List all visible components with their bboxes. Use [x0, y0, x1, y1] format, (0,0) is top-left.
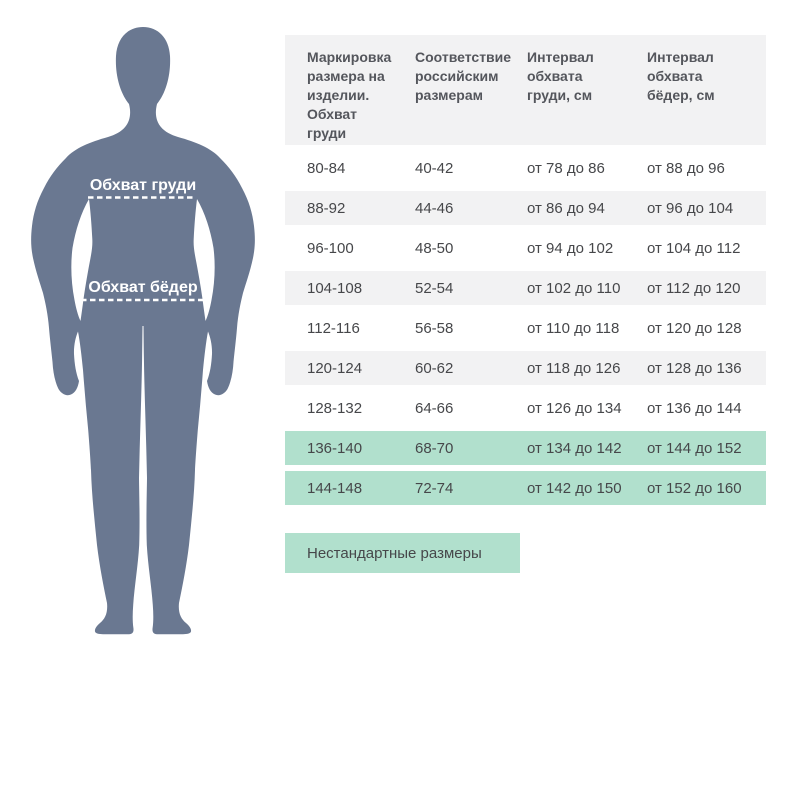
cell-hips: от 96 до 104: [647, 199, 734, 217]
cell-chest: от 118 до 126: [527, 359, 621, 377]
cell-hips: от 144 до 152: [647, 439, 742, 457]
table-row: [285, 151, 766, 185]
cell-hips: от 104 до 112: [647, 239, 741, 257]
cell-russian: 48-50: [415, 239, 454, 257]
cell-marking: 120-124: [307, 359, 363, 377]
cell-russian: 44-46: [415, 199, 454, 217]
cell-chest: от 78 до 86: [527, 159, 605, 177]
table-row: [285, 391, 766, 425]
cell-chest: от 134 до 142: [527, 439, 622, 457]
cell-marking: 88-92: [307, 199, 346, 217]
cell-chest: от 142 до 150: [527, 479, 622, 497]
nonstandard-sizes-legend: Нестандартные размеры: [285, 533, 520, 573]
column-header-chest-interval: Интервал обхвата груди, см: [527, 49, 594, 103]
table-row: [285, 191, 766, 225]
hips-label: Обхват бёдер: [88, 279, 198, 296]
cell-marking: 104-108: [307, 279, 363, 297]
table-row-nonstandard: [285, 431, 766, 465]
column-header-hips-interval: Интервал обхвата бёдер, см: [647, 49, 715, 103]
column-header-marking: Маркировка размера на изделии. Обхват груди: [307, 49, 392, 141]
cell-hips: от 128 до 136: [647, 359, 742, 377]
cell-chest: от 126 до 134: [527, 399, 622, 417]
cell-chest: от 94 до 102: [527, 239, 614, 257]
table-row: [285, 271, 766, 305]
cell-hips: от 112 до 120: [647, 279, 741, 297]
table-header-row: [285, 35, 766, 145]
cell-russian: 56-58: [415, 319, 454, 337]
cell-russian: 60-62: [415, 359, 454, 377]
cell-russian: 52-54: [415, 279, 454, 297]
table-row-nonstandard: [285, 471, 766, 505]
cell-marking: 136-140: [307, 439, 363, 457]
cell-hips: от 120 до 128: [647, 319, 742, 337]
cell-hips: от 88 до 96: [647, 159, 725, 177]
cell-marking: 128-132: [307, 399, 363, 417]
cell-chest: от 102 до 110: [527, 279, 621, 297]
cell-russian: 40-42: [415, 159, 454, 177]
cell-chest: от 110 до 118: [527, 319, 620, 337]
chest-label: Обхват груди: [89, 177, 197, 194]
silhouette-svg: [0, 0, 290, 650]
cell-hips: от 152 до 160: [647, 479, 742, 497]
table-row: [285, 231, 766, 265]
size-table: [285, 35, 766, 573]
cell-russian: 64-66: [415, 399, 454, 417]
female-silhouette-figure: [0, 0, 290, 650]
cell-marking: 144-148: [307, 479, 363, 497]
cell-chest: от 86 до 94: [527, 199, 605, 217]
table-row: [285, 311, 766, 345]
body-silhouette: [31, 27, 255, 634]
cell-russian: 68-70: [415, 439, 454, 457]
cell-marking: 112-116: [307, 319, 360, 337]
cell-marking: 80-84: [307, 159, 346, 177]
column-header-russian-sizes: Соответствие российским размерам: [415, 49, 512, 103]
cell-marking: 96-100: [307, 239, 354, 257]
cell-hips: от 136 до 144: [647, 399, 742, 417]
cell-russian: 72-74: [415, 479, 454, 497]
table-row: [285, 351, 766, 385]
